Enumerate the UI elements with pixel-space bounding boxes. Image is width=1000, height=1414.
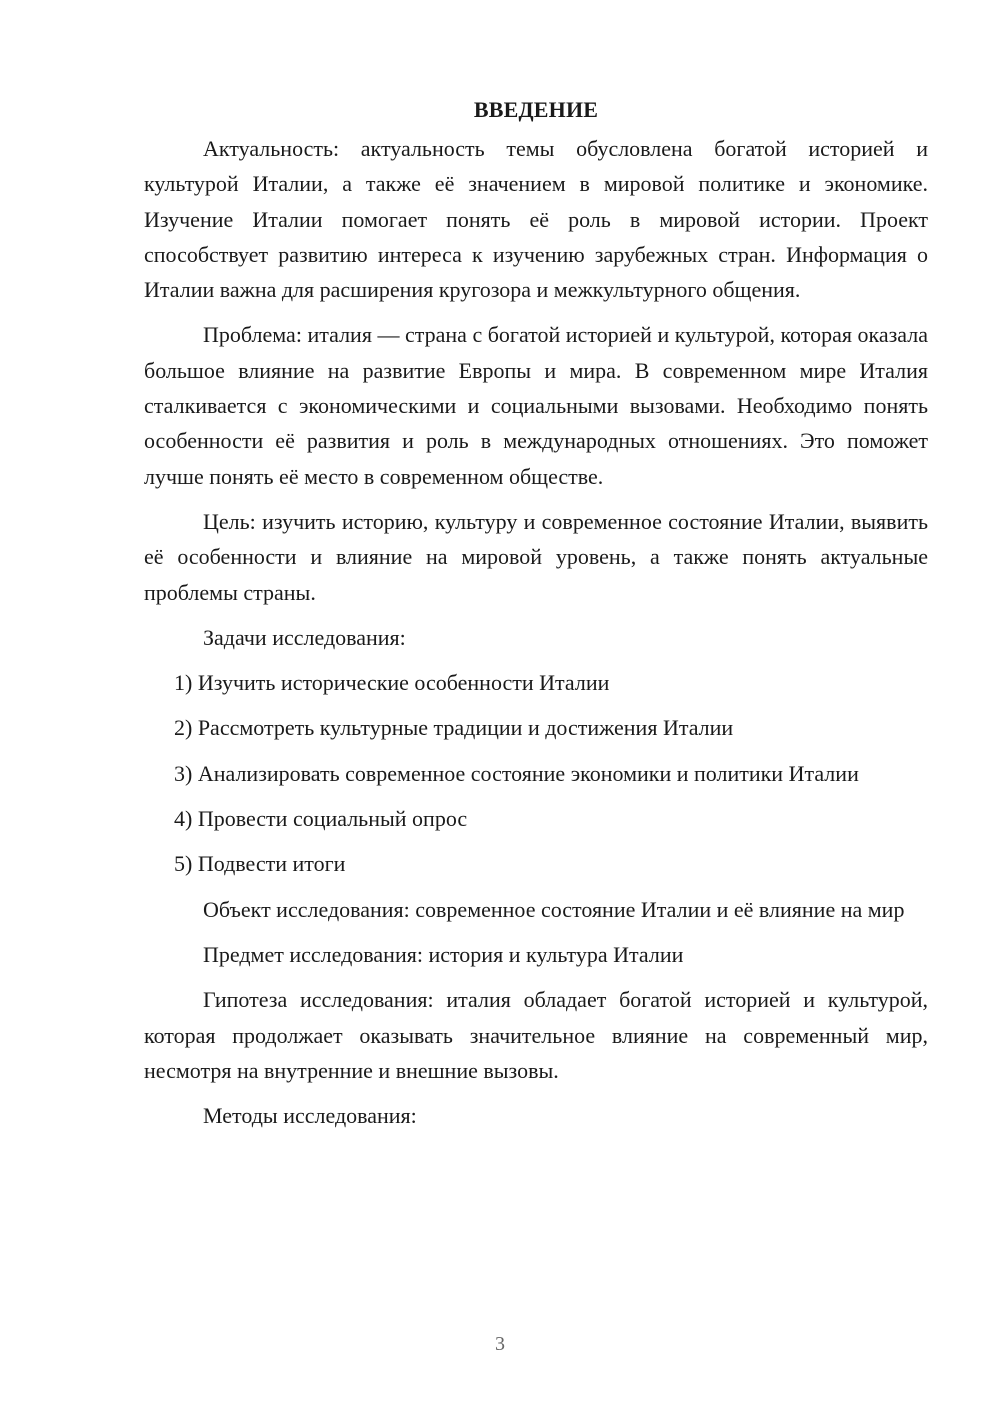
paragraph-problem: Проблема: италия — страна с богатой историей и культурой, которая оказала большое влияние на развитие Европы и мира. В современном мире Италия сталкивается с экономическими и социальными вызовами. Необходимо понять особенности её развития и роль в международных отношениях. Это поможет лучше понять её место в современном обществе. [144, 322, 928, 489]
paragraph-tasks-title: Задачи исследования: [203, 624, 406, 650]
paragraph-methods: Методы исследования: [203, 1103, 417, 1129]
section-heading: ВВЕДЕНИЕ [473, 97, 599, 122]
paragraph-hypothesis: Гипотеза исследования: италия обладает богатой историей и культурой, которая продолжает оказывать значительное влияние на современный мир, несмотря на внутренние и внешние вызовы. [144, 987, 928, 1083]
task-item-1: 1) Изучить исторические особенности Италии [174, 670, 610, 696]
paragraph-object: Объект исследования: современное состояние Италии и её влияние на мир [203, 896, 905, 922]
task-item-3: 3) Анализировать современное состояние экономики и политики Италии [174, 760, 859, 786]
task-item-5: 5) Подвести итоги [174, 851, 346, 877]
paragraph-relevance: Актуальность: актуальность темы обусловлена богатой историей и культурой Италии, а также её значением в мировой политике и экономике. Изучение Италии помогает понять её роль в мировой истории. Проект способствует развитию интереса к изучению зарубежных стран. Информация о Италии важна для расширения кругозора и межкультурного общения. [144, 136, 928, 303]
paragraph-subject: Предмет исследования: история и культура Италии [203, 941, 684, 967]
task-item-2: 2) Рассмотреть культурные традиции и достижения Италии [174, 715, 734, 741]
page-number: 3 [495, 1333, 505, 1355]
paragraph-goal: Цель: изучить историю, культуру и современное состояние Италии, выявить её особенности и влияние на мировой уровень, а также понять актуальные проблемы страны. [144, 508, 928, 605]
document-page [144, 92, 928, 1143]
task-item-4: 4) Провести социальный опрос [174, 806, 468, 832]
